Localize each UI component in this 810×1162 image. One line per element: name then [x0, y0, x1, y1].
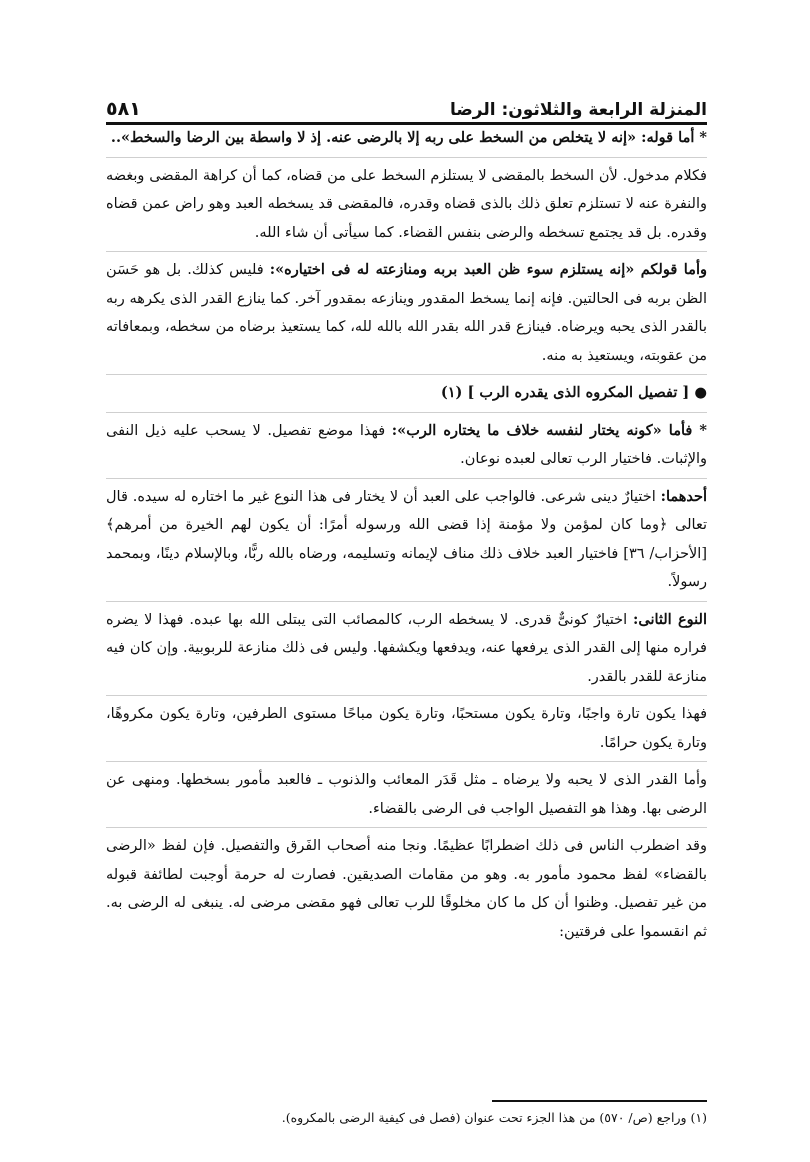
section-heading-text: ● [ تفصيل المكروه الذى يقدره الرب ] (١)	[440, 384, 707, 401]
paragraph-text: وقد اضطرب الناس فى ذلك اضطرابًا عظيمًا. ونجا منه أصحاب الفَرق والتفصيل. فإن لفظ «الرضى بالقضاء» لفظ محمود مأمور به. وهو من مقامات الصديقين. فصارت له حرمة أوجبت لطائفة قبوله من غير تفصيل. وظنوا أن كل ما كان مخلوقًا للرب تعالى فهو مقضى مرضى له. ينبغى له الرضى به. ثم انقسموا على فرقتين:	[106, 838, 707, 940]
paragraph-lead: * أما قوله: «إنه لا يتخلص من السخط على ربه إلا بالرضى عنه. إذ لا واسطة بين الرضا والسخط»..	[110, 129, 707, 146]
paragraph-text: فليس كذلك. بل هو حَسَن الظن بربه فى الحالتين. فإنه إنما يسخط المقدور وينازعه بمقدور آخر. كما ينازع القدر الذى يكرهه ربه بالقدر الذى يحبه ويرضاه. فينازع قدر الله بقدر الله بالله لله، كما يستعيذ برضاه من سخطه، وبمعافاته من عقوبته، ويستعيذ به منه.	[106, 262, 707, 364]
paragraph	[106, 761, 707, 823]
paragraph	[106, 412, 707, 474]
paragraph	[106, 478, 707, 597]
paragraph-lead: * فأما «كونه يختار لنفسه خلاف ما يختاره الرب»:	[391, 421, 707, 439]
paragraph-text: فهذا يكون تارة واجبًا، وتارة يكون مستحبًا، وتارة يكون مباحًا مستوى الطرفين، وتارة يكون مكروهًا، وتارة يكون حرامًا.	[106, 706, 707, 751]
page-number: ٥٨١	[106, 98, 141, 120]
paragraph-lead: أحدهما:	[660, 487, 707, 505]
paragraph-text: وأما القدر الذى لا يحبه ولا يرضاه ـ مثل قَدَر المعائب والذنوب ـ فالعبد مأمور بسخطها. ومنهى عن الرضى بها. وهذا هو التفصيل الواجب فى الرضى بالقضاء.	[106, 772, 707, 817]
page-header	[106, 84, 707, 120]
paragraph	[106, 601, 707, 692]
paragraph	[106, 157, 707, 248]
running-title: المنزلة الرابعة والثلاثون: الرضا	[449, 100, 707, 120]
paragraph-text: فكلام مدخول. لأن السخط بالمقضى لا يستلزم السخط على من قضاه، كما أن كراهة المقضى وبغضه والنفرة عنه لا تستلزم تعلق ذلك بالذى قضاه وقدره، فالمقضى قد يسخطه العبد وهو راض عمن قضاه وقدره. بل قد يجتمع تسخطه والرضى بنفس القضاء. كما سيأتى أن شاء الله.	[106, 167, 707, 241]
section-heading	[106, 374, 707, 408]
paragraph-lead: النوع الثانى:	[633, 610, 707, 628]
paragraph	[106, 124, 707, 153]
footnote: (١) وراجع (ص/ ٥٧٠) من هذا الجزء تحت عنوان (فصل فى كيفية الرضى بالمكروه).	[281, 1110, 707, 1125]
paragraph-text: فهذا موضع تفصيل. لا يسحب عليه ذيل النفى والإثبات. فاختيار الرب تعالى لعبده نوعان.	[106, 422, 707, 467]
paragraph-lead: وأما قولكم «إنه يستلزم سوء ظن العبد بربه ومنازعته له فى اختياره»:	[269, 261, 707, 278]
footnote-rule	[492, 1100, 707, 1102]
paragraph	[106, 695, 707, 757]
paragraph	[106, 251, 707, 370]
paragraph	[106, 827, 707, 946]
paragraph-text: اختيارٌ كونىٌّ قدرى. لا يسخطه الرب، كالمصائب التى يبتلى الله بها عبده. فهذا لا يضره فراره منها إلى القدر الذى يرفعها عنه، ويدفعها ويكشفها. وليس فى ذلك منازعة للربوبية. وإن كان فيه منازعة للقدر بالقدر.	[106, 611, 707, 685]
main-text	[106, 124, 707, 946]
paragraph-text: اختيارٌ دينى شرعى. فالواجب على العبد أن لا يختار فى هذا النوع غير ما اختاره له سيده. قال تعالى ﴿وما كان لمؤمن ولا مؤمنة إذا قضى الله ورسوله أمرًا: أن يكون لهم الخيرة من أمرهم﴾ [الأحزاب/ ٣٦] فاختيار العبد خلاف ذلك مناف لإيمانه وتسليمه، ورضاه بالله ربًّا، وبالإسلام دينًا، وبمحمد رسولاً.	[106, 488, 707, 590]
